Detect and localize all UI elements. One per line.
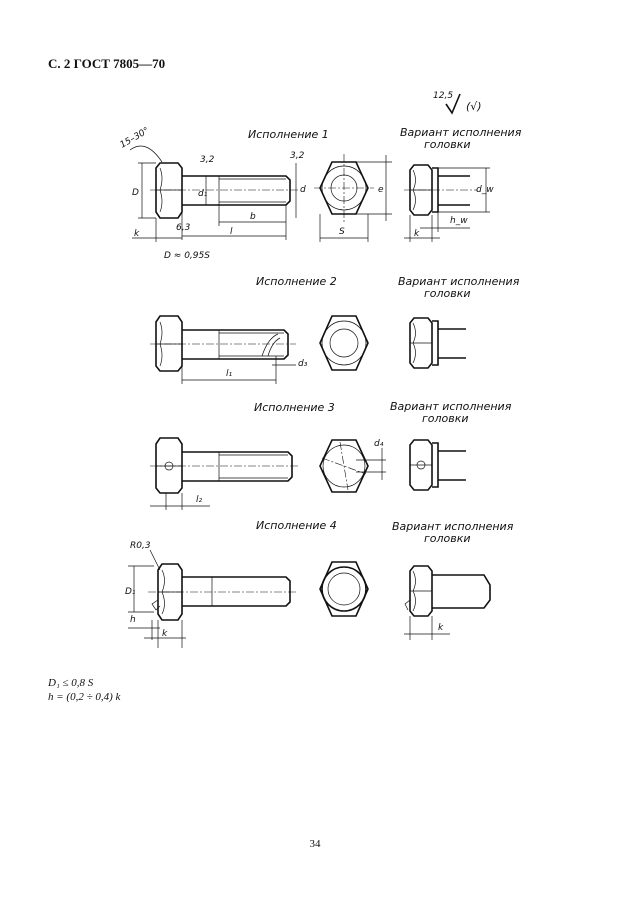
fig2-caption: Исполнение 2 (256, 275, 337, 288)
fig2-l1-label: l₁ (226, 369, 233, 379)
fig4-R-label: R0,3 (130, 541, 151, 551)
fig1-k2-label: k (414, 229, 420, 239)
fig2-d3-label: d₃ (298, 359, 308, 369)
fig1-S-label: S (339, 227, 345, 237)
fig1-l-label: l (230, 227, 233, 237)
fig1-rough-2: 6,3 (176, 223, 191, 233)
fig3-d4-label: d₄ (374, 439, 384, 449)
fig1-b-label: b (250, 212, 256, 222)
fig1-chamfer-label: 15–30° (118, 125, 152, 151)
fig1-e-label: e (378, 185, 384, 195)
fig4-variant-caption-2: головки (424, 532, 471, 545)
fig4-head-variant (404, 566, 490, 640)
fig1-k-label: k (134, 229, 140, 239)
fig1-variant-caption-2: головки (424, 138, 471, 151)
fig4-bolt-side (128, 550, 298, 648)
fig1-d1-label: d₁ (198, 189, 208, 199)
fig3-variant-caption-1: Вариант исполнения (390, 400, 512, 413)
fig1-rough-3: 3,2 (290, 151, 305, 161)
fig1-d-label: d (300, 185, 306, 195)
fig1-hw-label: h_w (450, 216, 468, 226)
fig4-h-label: h (130, 615, 136, 625)
note-h: h = (0,2 ÷ 0,4) k (48, 691, 121, 703)
fig2-head-variant (410, 318, 466, 368)
fig1-dw-label: d_w (476, 185, 494, 195)
fig2-hex-view (320, 316, 368, 370)
fig4-caption: Исполнение 4 (256, 519, 337, 532)
roughness-value: 12,5 (433, 91, 454, 101)
fig1-rough-1: 3,2 (200, 155, 215, 165)
fig4-k-label: k (162, 629, 168, 639)
roughness-bracket: (√) (466, 100, 482, 113)
fig3-caption: Исполнение 3 (254, 401, 335, 414)
fig3-bolt-side (150, 438, 298, 510)
fig2-bolt-side (150, 316, 296, 384)
fig3-head-variant (410, 440, 466, 490)
fig3-variant-caption-2: головки (422, 412, 469, 425)
fig1-D-label: D (132, 188, 139, 198)
note-d1: D₁ ≤ 0,8 S (48, 677, 94, 689)
fig1-variant-caption-1: Вариант исполнения (400, 126, 522, 139)
fig4-variant-caption-1: Вариант исполнения (392, 520, 514, 533)
fig2-variant-caption-1: Вариант исполнения (398, 275, 520, 288)
notes (48, 676, 120, 704)
page-number: 34 (309, 838, 321, 850)
fig1-formula: D ≈ 0,95S (164, 251, 210, 261)
fig1-caption: Исполнение 1 (248, 128, 329, 141)
fig4-k2-label: k (438, 623, 444, 633)
fig4-hex-view (320, 562, 368, 616)
fig1-hex-view (314, 154, 392, 242)
fig2-variant-caption-2: головки (424, 287, 471, 300)
fig4-D1-label: D₁ (125, 587, 136, 597)
page-header: С. 2 ГОСТ 7805—70 (48, 56, 166, 71)
fig3-l2-label: l₂ (196, 495, 203, 505)
